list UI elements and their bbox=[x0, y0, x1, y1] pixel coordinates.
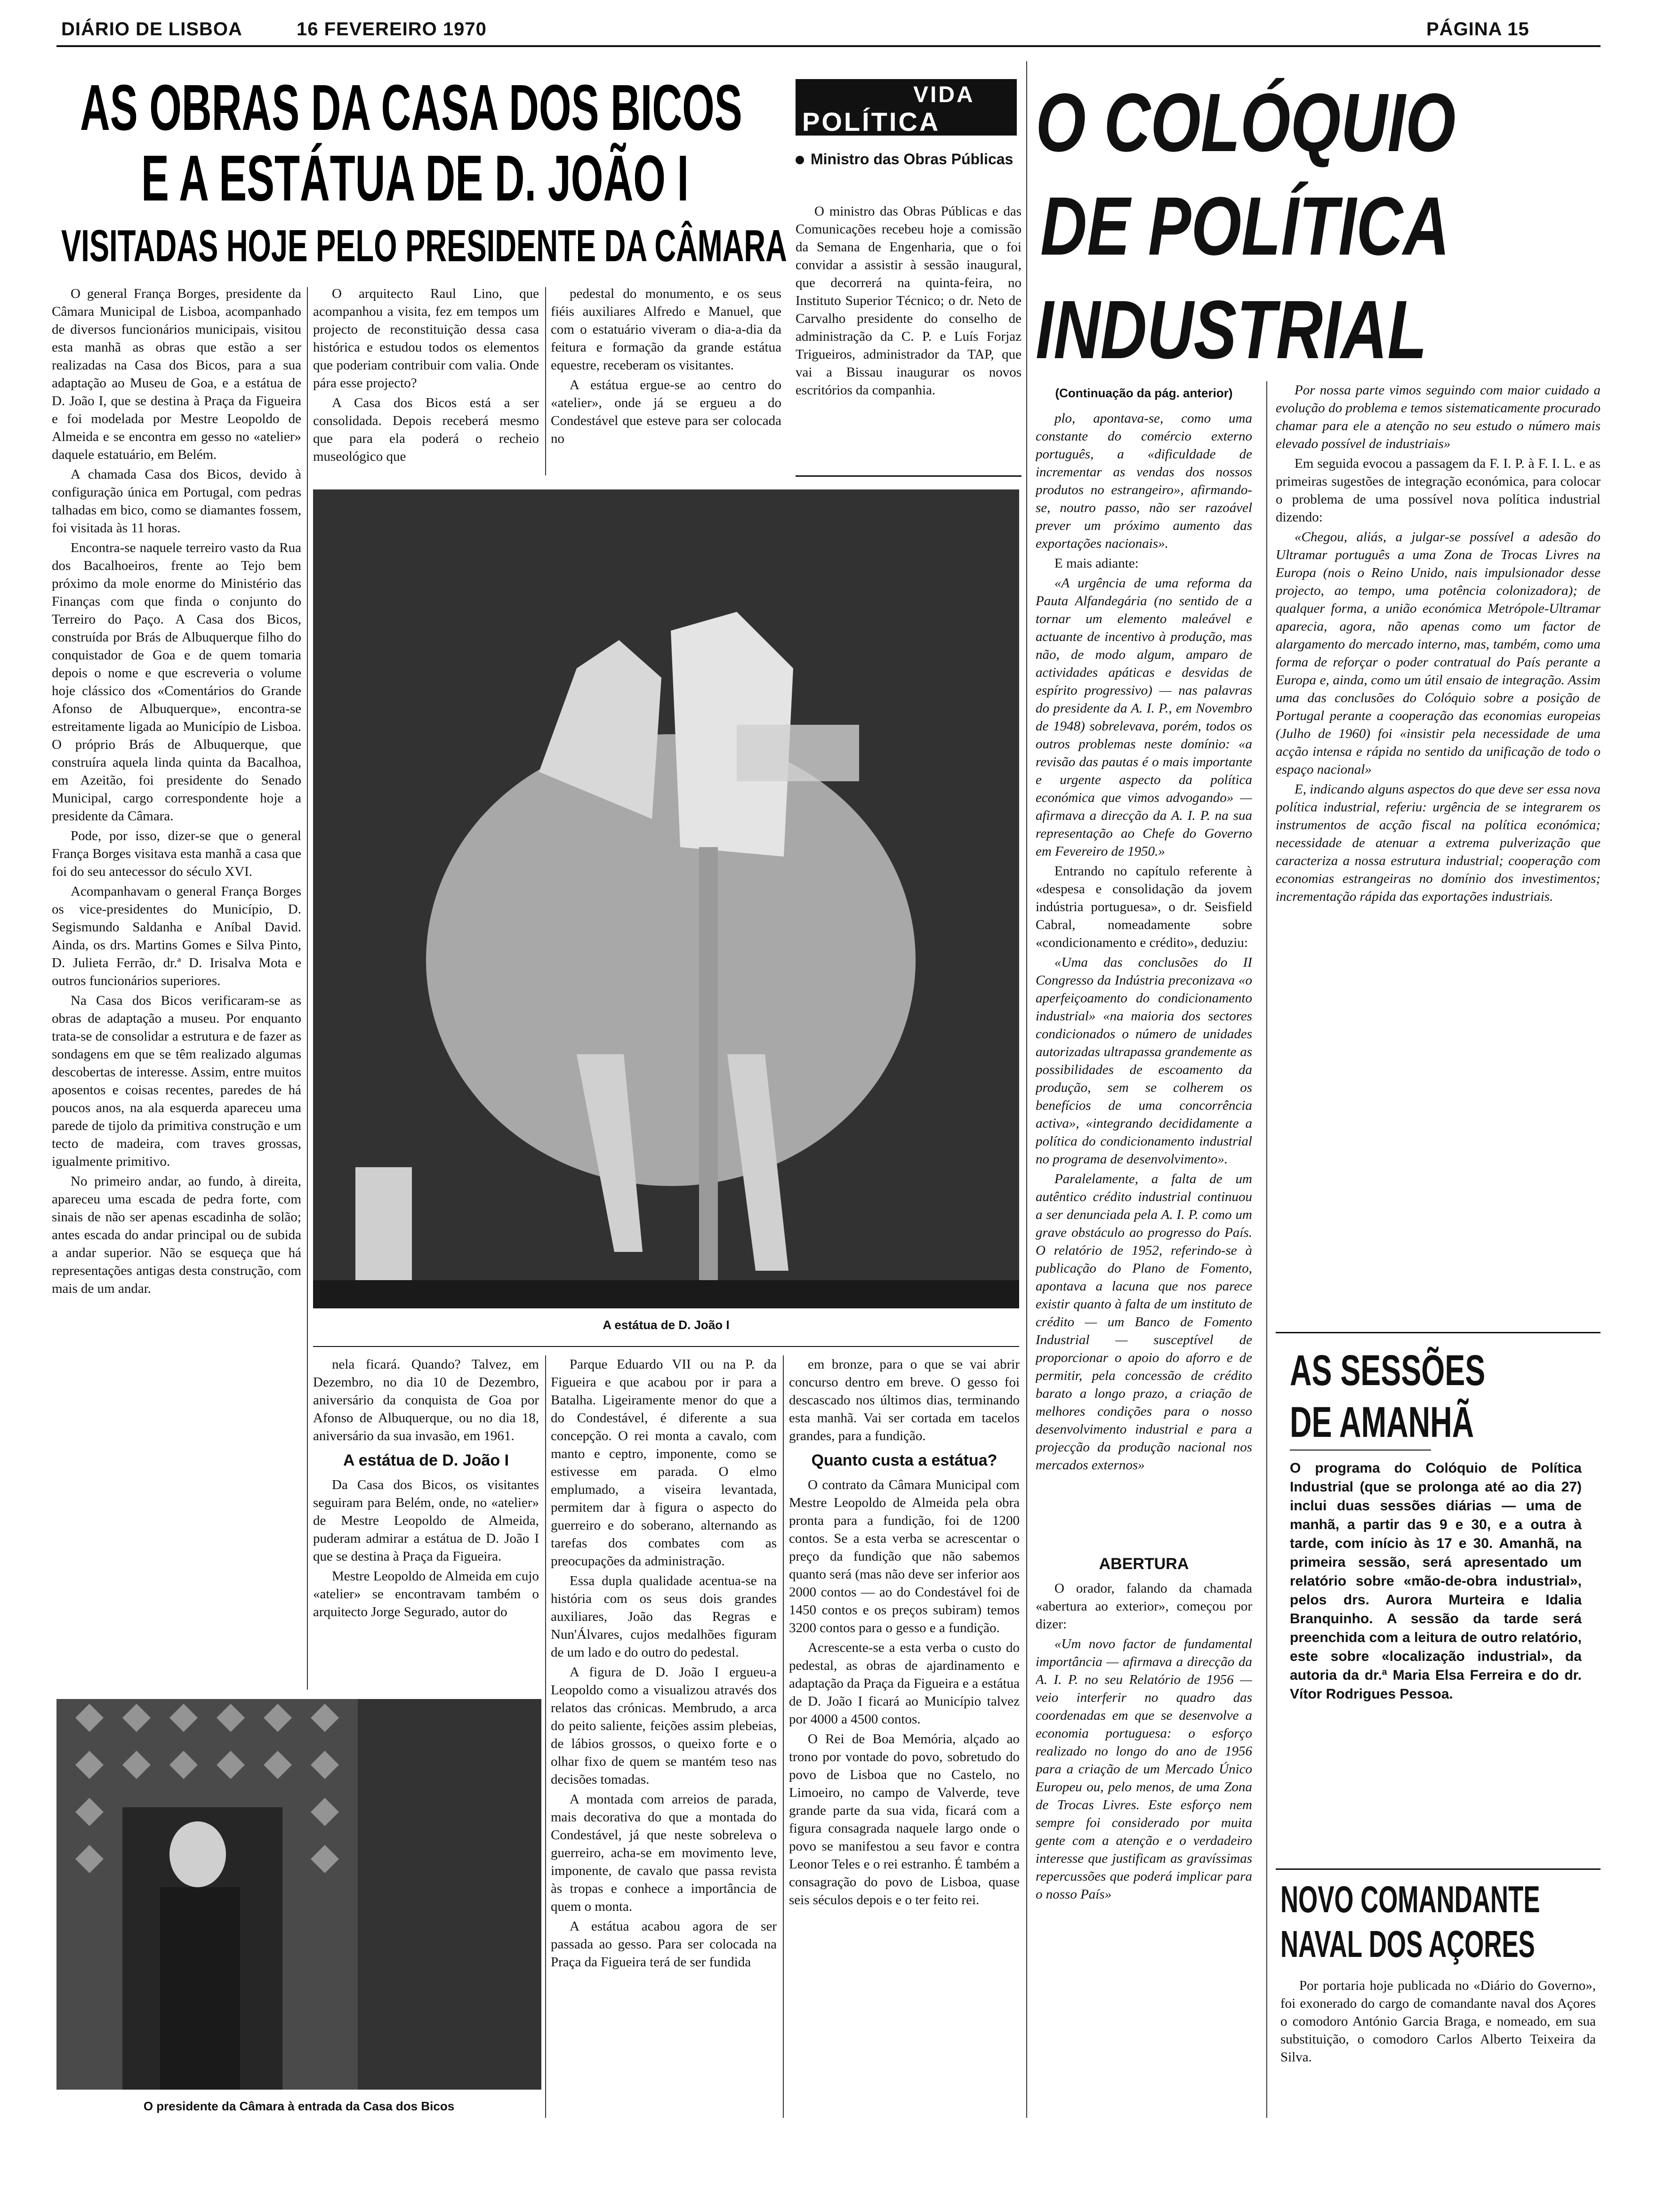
coloquio-headline-3: INDUSTRIAL bbox=[1036, 284, 1427, 376]
subhead-estatua: A estátua de D. João I bbox=[343, 1451, 509, 1469]
obras-column-2: O arquitecto Raul Lino, que acompanhou a visita, fez em tempos um projecto de reconstituição dessa casa histórica e estudou todos os elementos que poderiam contribuir com valia. Onde pára esse projecto? A Casa dos Bicos está a ser consolidada. Depois receberá mesmo que para ela poderá o recheio museológico que bbox=[313, 286, 539, 464]
column-divider bbox=[1266, 381, 1267, 2118]
coloquio-column-b: Por nossa parte vimos seguindo com maior cuidado a evolução do problema e temos sistematicamente procurado chamar para ele a atenção no seu estudo o número mais elevado possível de industriais» Em seguida evocou a passagem da F. I. P. à F. I. L. e as primeiras sugestões de integração económica, para colocar o problema de uma possível nova política industrial dizendo: «Chegou, aliás, a julgar-se possível a adesão do Ultramar português a uma Zona de Trocas Livres na Europa (nois o Reino Unido, nais impulsionador desse projecto, ao tempo, uma potência colonizadora); de qualquer forma, a união económica Metrópole-Ultramar aparecia, agora, não apenas como um factor de alargamento do mercado interno, mas, também, como uma forma de reforçar o poder contratual do País perante a Europa e, ainda, como um útil ensaio de integração. Assim uma das conclusões do Colóquio sobre a posição de Portugal perante a cooperação das economias europeias (Julho de 1960) foi «insistir pela necessidade de uma acção intensa e rápida no sentido da unificação de todo o espaço nacional» E, indicando alguns aspectos do que deve ser essa nova política industrial, referiu: urgência de se integrarem os instrumentos de acção fiscal na política económica; necessidade de atenuar a extrema pulverização que caracteriza a nossa estrutura industrial; cooperação com economias estrangeiras no domínio dos investimentos; incrementação rápida das exportações industriais. bbox=[1276, 383, 1601, 904]
vida-bullet-title: Ministro das Obras Públicas bbox=[796, 150, 1022, 168]
column-divider bbox=[545, 1355, 546, 2118]
comandante-title-1: NOVO COMANDANTE bbox=[1280, 1878, 1540, 1920]
bicos-caption: O presidente da Câmara à entrada da Casa dos Bicos bbox=[143, 2099, 455, 2113]
vida-label-top: VIDA bbox=[913, 82, 975, 107]
coloquio-headline-2: DE POLÍTICA bbox=[1040, 180, 1450, 272]
masthead-date: 16 FEVEREIRO 1970 bbox=[297, 19, 487, 40]
section-rule bbox=[313, 1346, 1019, 1347]
bullet-icon bbox=[796, 156, 804, 164]
coloquio-continuation: (Continuação da pág. anterior) bbox=[1055, 386, 1233, 400]
obras-lower-column-3: Parque Eduardo VII ou na P. da Figueira e que acabou por ir para a Batalha. Ligeiramente menor do que a do Condestável, é diferente a sua concepção. O rei monta a cavalo, com manto e ceptro, imponente, como se estivesse em parada. O elmo emplumado, a viseira levantada, permitem dar à figura o aspecto do guerreiro e do soberano, alternando as tarefas dos combates com as preocupações da administração. Essa dupla qualidade acentua-se na história com os seus dois grandes auxiliares, João das Regras e Nun'Álvares, cujos medalhões figuram de um lado e do outro do pedestal. A figura de D. João I ergueu-a Leopoldo como a visualizou através dos relatos das crónicas. Membrudo, a arca do peito saliente, feições assim plebeias, de lábios grossos, o queixo forte e o olhar fixo de quem se mantém teso nas decisões tomadas. A montada com arreios de parada, mais decorativa do que a montada do Condestável, já que neste sobreleva o guerreiro, acha-se em movimento leve, imponente, de cavalo que passa revista às tropas e conhece a importância de quem o monta. A estátua acabou agora de ser passada ao gesso. Para ser colocada na Praça da Figueira terá de ser fundida bbox=[551, 1357, 777, 1970]
section-divider bbox=[1026, 61, 1027, 2118]
sessoes-top-rule bbox=[1276, 1332, 1601, 1333]
masthead-page: PÁGINA 15 bbox=[1426, 19, 1529, 40]
vida-label-bottom: POLÍTICA bbox=[802, 107, 941, 136]
masthead-paper: DIÁRIO DE LISBOA bbox=[61, 19, 242, 40]
obras-column-3: pedestal do monumento, e os seus fiéis auxiliares Alfredo e Manuel, que com o estatuário viveram o dia-a-dia da feitura e formação da grande estátua equestre, receberam os visitantes. A estátua ergue-se ao centro do «atelier», onde já se ergueu a do Condestável que esteve para ser colocada no bbox=[551, 286, 781, 446]
statue-image bbox=[313, 489, 1019, 1308]
casa-dos-bicos-photo bbox=[56, 1699, 541, 2090]
comandante-title-2: NAVAL DOS AÇORES bbox=[1280, 1923, 1535, 1965]
coloquio-column-a: plo, apontava-se, como uma constante do comércio externo português, a «dificuldade de incrementar as vendas dos nossos produtos no estrangeiro», afirmando-se, noutro passo, não ser razoável prever um próximo aumento das exportações nacionais». E mais adiante: «A urgência de uma reforma da Pauta Alfandegária (no sentido de a tornar um elemento maleável e actuante de incentivo à produção, mas não, de modo algum, amparo de actividades apáticas e desvidas de espírito progressivo) — nas palavras do presidente da A. I. P., em Novembro de 1948) sobrelevava, porém, todos os outros problemas neste domínio: «a revisão das pautas é o mais importante e urgente aspecto da política económica que vimos advogando» — afirmava a direcção da A. I. P. na sua representação ao Chefe do Governo em Fevereiro de 1950.» Entrando no capítulo referente à «despesa e consolidação da jovem indústria portuguesa», o dr. Seisfield Cabral, nomeadamente sobre «condicionamento e crédito», deduziu: «Uma das conclusões do II Congresso da Indústria preconizava «o aperfeiçoamento do condicionamento industrial» «na maioria dos sectores condicionados o número de unidades autorizadas ultrapassa grandemente as possibilidades de escoamento da produção, sem se colherem os benefícios de uma concorrência activa», «integrando decididamente a política do condicionamento industrial no programa de desenvolvimento». Paralelamente, a falta de um autêntico crédito industrial continuou a ser denunciada pela A. I. P. como um grave obstáculo ao progresso do País. O relatório de 1952, referindo-se à publicação do Plano de Fomento, apontava a lacuna que nos parece existir quanto à falta de um instituto de crédito — um Banco de Fomento Industrial — susceptível de proporcionar o apoio do aforro e de permitir, pela concessão de crédito barato a longo prazo, a criação de melhores condições para o nosso desenvolvimento industrial e para a projecção da produção nacional nos mercados externos» bbox=[1036, 411, 1252, 1473]
coloquio-headline-1: O COLÓQUIO bbox=[1036, 77, 1456, 169]
sessoes-title-rule bbox=[1290, 1450, 1431, 1451]
obras-lower-column-4: em bronze, para o que se vai abrir concurso dentro em breve. O gesso foi descascado nos últimos dias, terminando esta manhã. Vai ser cortada em tacelos grandes, para a fundição. Quanto custa a estátua? O contrato da Câmara Municipal com Mestre Leopoldo de Almeida pela obra pronta para a fundição, foi de 1200 contos. Se a esta verba se acrescentar o preço da fundição que não sabemos quanto será (mas não deve ser inferior aos 2000 contos — ao do Condestável foi de 1450 contos e os preços subiram) temos 3200 contos para o gesso e a fundição. Acrescente-se a esta verba o custo do pedestal, as obras de ajardinamento e adaptação da Praça da Figueira e a estátua de D. João I ficará ao Município talvez por 4000 a 4500 contos. O Rei de Boa Memória, alçado ao trono por vontade do povo, sobretudo do povo de Lisboa que no Castelo, no Limoeiro, no campo de Valverde, teve grande parte da sua vida, ficará com a figura consagrada naquele largo onde o povo se manifestou a seu favor e contra Leonor Teles e o rei estranho. É também a consagração do povo de Lisboa, quase seis séculos depois e o ter feito rei. bbox=[789, 1357, 1020, 1907]
vida-politica-label bbox=[796, 79, 1017, 136]
vida-politica-text: O ministro das Obras Públicas e das Comunicações recebeu hoje a comissão da Semana de Engenharia, que o foi convidar a assistir à sessão inaugural, que decorrerá na quinta-feira, no Instituto Superior Técnico; o dr. Neto de Carvalho presidente do conselho de administração da C. P. e Luís Forjaz Trigueiros, administrador da TAP, que vai a Bissau inaugurar os novos escritórios da companhia. bbox=[796, 204, 1022, 398]
column-divider bbox=[783, 1355, 784, 2118]
obras-subheadline: VISITADAS HOJE PELO PRESIDENTE DA CÂMARA bbox=[61, 221, 787, 271]
subhead-abertura: ABERTURA bbox=[1099, 1555, 1189, 1573]
vida-divider bbox=[796, 475, 1022, 477]
masthead-rule bbox=[56, 45, 1601, 47]
sessoes-title-1: AS SESSÕES bbox=[1290, 1346, 1486, 1395]
obras-headline-2: E A ESTÁTUA DE D. JOÃO I bbox=[141, 142, 689, 215]
obras-column-1: O general França Borges, presidente da Câmara Municipal de Lisboa, acompanhado de diversos funcionários municipais, visitou esta manhã as obras que estão a ser realizadas na Casa dos Bicos, para a sua adaptação ao Museu de Goa, e a estátua de D. João I, que se destina à Praça da Figueira e foi modelada por Mestre Leopoldo de Almeida e se encontra em gesso no «atelier» daquele estatuário, em Belém. A chamada Casa dos Bicos, devido à configuração única em Portugal, com pedras talhadas em bico, como se diamantes fossem, foi visitada às 11 horas. Encontra-se naquele terreiro vasto da Rua dos Bacalhoeiros, frente ao Tejo bem próximo da mole enorme do Ministério das Finanças com que finda o conjunto do Terreiro do Paço. A Casa dos Bicos, construída por Brás de Albuquerque filho do conquistador de Goa e de quem tomaria depois o nome e que escreveria o volume hoje clássico dos «Comentários do Grande Afonso de Albuquerque», encontra-se estreitamente ligada ao Município de Lisboa. O próprio Brás de Albuquerque, que construíra aquela linda quinta da Bacalhoa, em Azeitão, foi presidente do Senado Municipal, cargo correspondente hoje a presidente da Câmara. Pode, por isso, dizer-se que o general França Borges visitava esta manhã a casa que foi do seu antecessor do século XVI. Acompanhavam o general França Borges os vice-presidentes do Município, D. Segismundo Saldanha e Aníbal David. Ainda, os drs. Martins Gomes e Silva Pinto, D. Julieta Ferrão, dr.ª D. Irisalva Mota e outros funcionários superiores. Na Casa dos Bicos verificaram-se as obras de adaptação a museu. Por enquanto trata-se de consolidar a estrutura e de fazer as sondagens em que se têm realizado algumas descobertas de interesse. Assim, entre muitos aposentos e coisas recentes, paredes de há poucos anos, na ala esquerda apareceu uma parede de tijolo da primitiva construção e um tecto de madeira, com traves grossas, igualmente primitivo. No primeiro andar, ao fundo, à direita, apareceu uma escada de pedra forte, com sinais de não ser apenas escadinha de solão; antes escada do andar principal ou de subida a andar superior. Não se esqueça que há representações antigas desta construção, com mais de um andar. bbox=[52, 286, 301, 1296]
column-divider bbox=[545, 287, 546, 475]
subhead-custo: Quanto custa a estátua? bbox=[811, 1451, 997, 1469]
statue-photo bbox=[313, 489, 1019, 1308]
obras-headline-1: AS OBRAS DA CASA DOS BICOS bbox=[80, 72, 742, 144]
casa-dos-bicos-image bbox=[56, 1699, 541, 2090]
sessoes-text: O programa do Colóquio de Política Industrial (que se prolonga até ao dia 27) inclui duas sessões diárias — uma de manhã, a partir das 9 e 30, e a outra à tarde, com início às 17 e 30. Amanhã, na primeira sessão, será apresentado um relatório sobre «mão-de-obra industrial», pelos drs. Aurora Murteira e Idalia Branquinho. A sessão da tarde será preenchida com a leitura de outro relatório, este sobre «localização industrial», da autoria da dr.ª Maria Elsa Ferreira e do dr. Vítor Rodrigues Pessoa. bbox=[1290, 1460, 1582, 1702]
comandante-top-rule bbox=[1276, 1868, 1601, 1870]
comandante-text: Por portaria hoje publicada no «Diário do Governo», foi exonerado do cargo de comandante naval dos Açores o comodoro António Garcia Braga, e nomeado, em sua substituição, o comodoro Carlos Alberto Teixeira da Silva. bbox=[1280, 1978, 1596, 2065]
coloquio-column-a2: ABERTURA O orador, falando da chamada «abertura ao exterior», começou por dizer: «Um novo factor de fundamental importância — afirmava a direcção da A. I. P. no seu Relatório de 1956 — veio interferir no quadro das coordenadas em que se desenvolve a economia portuguesa: o esforço realizado no longo do ano de 1956 para a criação de um Mercado Único Europeu ou, pelo menos, de uma Zona de Trocas Livres. Este esforço nem sempre foi considerado por muita gente com a atenção e o verdadeiro interesse que justificam as gravíssimas repercussões que poderá implicar para o nosso País» bbox=[1036, 1555, 1252, 1902]
column-divider bbox=[307, 287, 308, 1690]
statue-caption: A estátua de D. João I bbox=[603, 1318, 730, 1332]
obras-lower-column-2: nela ficará. Quando? Talvez, em Dezembro, no dia 10 de Dezembro, aniversário da conquista de Goa por Afonso de Albuquerque, ou no dia 18, aniversário da sua invasão, em 1961. A estátua de D. João I Da Casa dos Bicos, os visitantes seguiram para Belém, onde, no «atelier» de Mestre Leopoldo de Almeida, puderam admirar a estátua de D. João I que se destina à Praça da Figueira. Mestre Leopoldo de Almeida em cujo «atelier» se encontravam também o arquitecto Jorge Segurado, autor do bbox=[313, 1357, 539, 1619]
sessoes-title-2: DE AMANHÃ bbox=[1290, 1398, 1474, 1446]
